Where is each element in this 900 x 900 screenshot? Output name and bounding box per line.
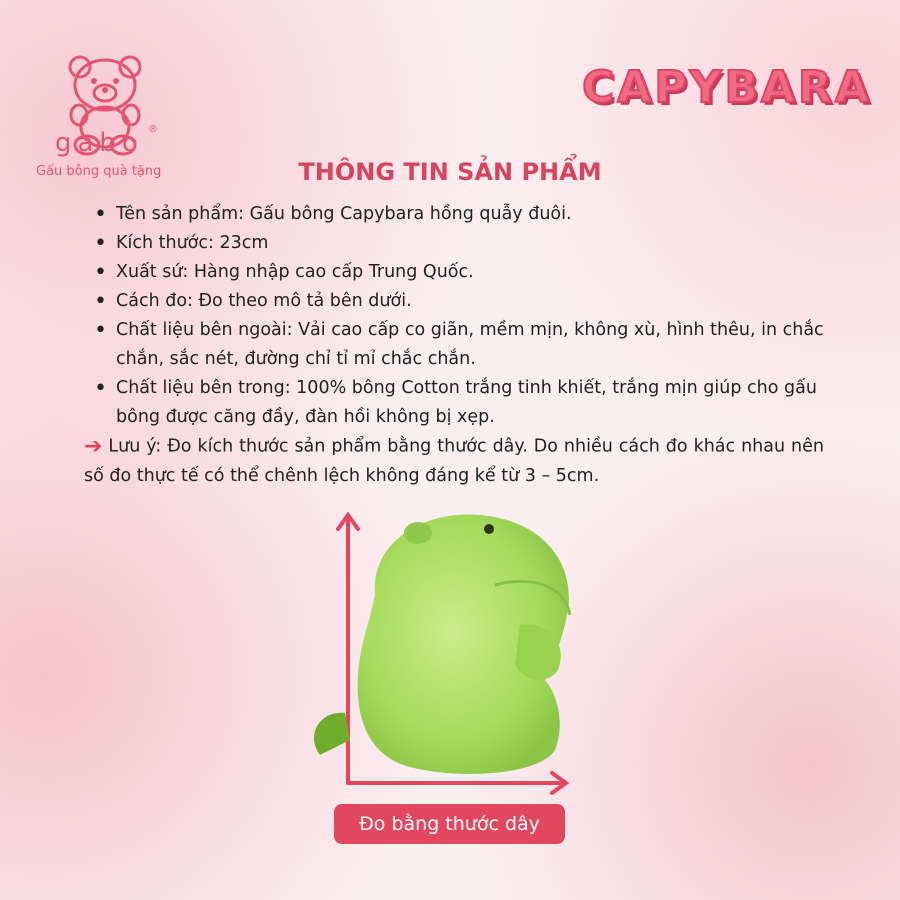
section-title: THÔNG TIN SẢN PHẨM	[298, 158, 602, 186]
product-title: CAPYBARA	[582, 62, 872, 113]
spec-item: • Cách đo: Đo theo mô tả bên dưới.	[116, 287, 856, 316]
arrow-right-icon: ➔	[84, 434, 103, 459]
spec-list	[86, 200, 856, 432]
spec-item: • Chất liệu bên trong: 100% bông Cotton trắng tinh khiết, trắng mịn giúp cho gấu bông được căng đầy, đàn hồi không bị xẹp.	[116, 374, 856, 432]
measure-caption: Đo bằng thước dây	[334, 804, 565, 844]
spec-item: • Kích thước: 23cm	[116, 229, 856, 258]
registered-mark: ®	[148, 124, 158, 135]
spec-item: • Xuất sứ: Hàng nhập cao cấp Trung Quốc.	[116, 258, 856, 287]
measurement-note	[84, 432, 824, 491]
brand-logo-text: gabo	[55, 128, 144, 158]
spec-item: • Chất liệu bên ngoài: Vải cao cấp co giãn, mềm mịn, không xù, hình thêu, in chắc chắn, sắc nét, đường chỉ tỉ mỉ chắc chắn.	[116, 316, 856, 374]
spec-item: • Tên sản phẩm: Gấu bông Capybara hồng quẫy đuôi.	[116, 200, 856, 229]
capybara-plush-image	[300, 505, 590, 790]
brand-tagline: Gấu bông quà tặng	[36, 164, 162, 179]
note-text: Lưu ý: Đo kích thước sản phẩm bằng thước dây. Do nhiều cách đo khác nhau nên số đo thực tế có thể chênh lệch không đáng kể từ 3 – 5cm.	[84, 436, 824, 486]
